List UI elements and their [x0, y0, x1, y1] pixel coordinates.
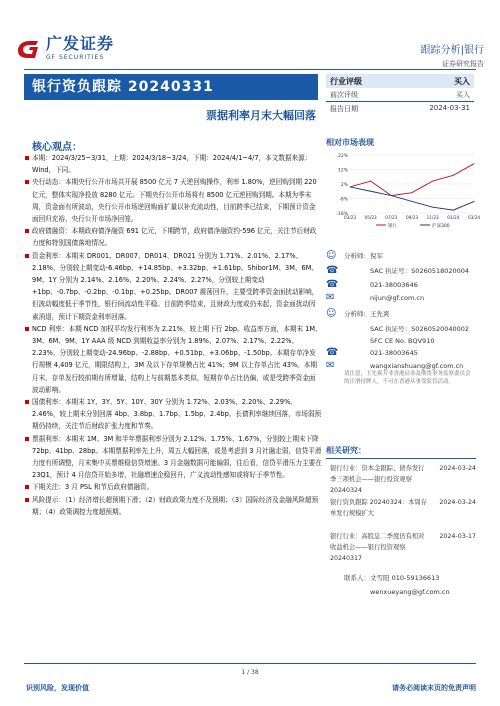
report-subtitle: 票据利率月末大幅回落 [206, 109, 316, 122]
rating-label: 行业评级 [330, 77, 362, 86]
series-point [370, 191, 371, 192]
x-tick-label: 09/23 [405, 215, 419, 220]
mail-icon: ✉ [326, 360, 335, 371]
bullet: 央行动态：本期央行公开市场共开展 8500 亿元 7 天逆回购操作，利率 1.80%，逆回购到期 220 亿元，整体实现净投放 8280 亿元。下期央行公开市场将有 8500 亿元逆回购到期。本期为季末周，资金面有所波动，央行公开市场逆回购面扩量以补充流动性，目前跨季已结束，下期预计资金面回归充裕，央行公开市场净回笼。 [24, 176, 322, 225]
series-point [432, 181, 433, 182]
x-tick-label: 03/24 [467, 215, 481, 220]
page-number: 1 / 38 [241, 669, 259, 676]
analyst-label: 分析师: [344, 252, 366, 260]
bullet: 票据利率：本期末 1M、3M 和半年票据利率分别为 2.12%、1.75%、1.67%，分别较上期末下降 72bp、41bp、28bp。本期票据利率先上升，周五大幅回落，或是考虑到 3 月社融走弱，信贷平滑力度有所调整，月末集中买票维稳信贷增速。3 月金融数据可能偏弱，往后看，信贷平滑压力主要在 23Q1，预计 4 月信贷开始多增，社融增速企稳回升，广义流动性感知或将好于季节性。 [24, 433, 322, 482]
analyst-value: SFC CE No. BQV910 [370, 337, 435, 345]
gf-logo-icon [16, 39, 42, 59]
footer-divider [24, 663, 476, 664]
logo-en: GF SECURITIES [46, 54, 105, 61]
x-tick-label: 05/23 [364, 215, 377, 220]
related-text: 银行行业：资本金跟踪、债券发行季三项机会——银行投资观察 20240324 [330, 465, 425, 494]
mail-icon: ✉ [326, 292, 335, 303]
x-tick-label: 03/23 [343, 215, 357, 220]
analyst-line [326, 250, 476, 262]
related-text: 银行行业：高股息二季度仍有相对收益机会——银行投资观察 20240317 [330, 533, 425, 562]
prev-rating-value: 买入 [456, 91, 470, 99]
y-tick-label: 22% [337, 154, 348, 159]
report-type: 证券研究报告 [442, 60, 484, 68]
logo-cn: 广发证券 [46, 34, 115, 53]
person-icon: ☺ [326, 308, 337, 319]
analyst-value: wangxianshuang@gf.com.cn [370, 362, 464, 370]
logo [16, 36, 114, 61]
analyst-line [326, 308, 476, 320]
report-section: 跟踪分析|银行 [420, 45, 484, 56]
prev-rating-label: 前次评级 [330, 91, 358, 99]
y-tick-label: -18% [336, 212, 348, 217]
related-date: 2024-03-24 [439, 499, 476, 506]
analyst-line [326, 335, 476, 347]
bullet: 资金利率：本期末 DR001、DR007、DR014、DR021 分别为 1.71%、2.01%、2.17%、2.18%，分别较上期变动-6.46bp、+14.85bp、+3.32bp、+1.61bp。Shibor1M、3M、6M、9M、1Y 分别为 2.14%、2.16%、2.20%、2.24%、2.27%，分别较上期变动+1bp、-0.7bp、-0.2bp、-0.1bp、+0.25bp。DR007 震荡回升，主要受跨季资金面扰动影响，但波动幅度低于季节性，银行间流动性平稳。目前跨季结束，且财政力度或仍未起，资金面扰动因素消退，预计下期资金利率回落。 [24, 250, 322, 323]
y-tick-label: 12% [337, 168, 348, 174]
series-point [474, 163, 475, 164]
bullet: 下期关注：3 月 PSL 和节后政府债融资。 [24, 481, 322, 493]
core-views-title: 核心观点： [32, 142, 82, 153]
phone-icon: ☎ [326, 265, 339, 276]
series-point [453, 175, 454, 176]
relative-performance-chart [330, 151, 481, 231]
footer-disclaimer: 请务必阅读末页的免责声明 [392, 684, 476, 692]
series-point [453, 210, 454, 211]
contact-line [344, 572, 439, 584]
related-item [330, 497, 430, 519]
bullet: 政府债融资：本期政府债净融资 691 亿元，下期跨节，政府债净融资约-596 亿元，关注节后财政力度和特别国债落地情况。 [24, 225, 322, 249]
related-date: 2024-03-24 [439, 465, 476, 472]
rating-value: 买入 [454, 77, 470, 86]
legend-label: 沪深300 [432, 224, 450, 229]
related-item [330, 463, 430, 496]
series-point [350, 187, 351, 188]
bullet: 国债利率：本期末 1Y、3Y、5Y、10Y、30Y 分别为 1.72%、2.03%、2.20%、2.29%、2.46%，较上期末分别回落 4bp、3.8bp、1.7bp、1.5bp、2.4bp。长债利率继续回落，市场弱预期仍持续，关注节后财政扩张力度和节奏。 [24, 396, 322, 433]
analyst-line [326, 279, 476, 291]
y-tick-label: 2% [340, 183, 348, 188]
bullet: NCD 利率：本期 NCD 加权平均发行利率为 2.21%，较上期下行 2bp。收益率方面，本期末 1M、3M、6M、9M、1Y AAA 级 NCD 到期收益率分别为 1.89%、2.07%、2.17%、2.22%、2.23%，分别较上期变动-24.96bp、-2.88bp、+0.51bp、+3.06bp、-1.50bp。本期存单净发行规模 4,409 亿元，期限结构上，3M 及以下存单规模占比 41%；9M 以上存单占比 43%。本期月末，存单发行较前期有所增量，结构上与前期基本类似，短期存单占比仍偏，或是受跨季资金面波动影响。 [24, 323, 322, 396]
analyst-line [326, 292, 476, 304]
footer-slogan: 识别风险，发现价值 [26, 684, 89, 692]
core-views-body [24, 152, 322, 518]
related-divider [326, 458, 476, 459]
report-title: 银行资负跟踪 20240331 [24, 74, 318, 100]
analyst-value: SAC 执证号：S0260520040002 [370, 325, 470, 333]
related-title: 相关研究： [326, 446, 366, 455]
phone-icon: ☎ [326, 347, 339, 358]
x-tick-label: 07/23 [385, 215, 398, 220]
person-icon: ☺ [326, 250, 337, 261]
related-item [330, 531, 430, 564]
y-tick-label: -8% [339, 197, 348, 203]
series-point [432, 207, 433, 208]
contact-label: 联系人： [344, 574, 370, 582]
series-point [412, 201, 413, 202]
series-point [391, 195, 392, 196]
analyst-line [326, 323, 476, 335]
header-divider [24, 69, 476, 70]
report-date-label: 报告日期 [330, 105, 358, 113]
header-right [421, 41, 484, 69]
series-point [412, 192, 413, 193]
series-point [370, 181, 371, 182]
related-text: 银行资负跟踪 20240324：本周存单发行规模扩大 [330, 499, 428, 517]
analyst-value: SAC 执证号：S0260518020004 [370, 267, 470, 275]
legend-label: 银行 [388, 224, 397, 229]
analyst-value: 王先爽 [370, 310, 390, 318]
analyst-line [326, 347, 476, 359]
chart-title: 相对市场表现 [326, 138, 374, 147]
x-tick-label: 11/23 [426, 215, 439, 220]
analyst-note: 请注意，王先爽并非香港证券及期货事务监察委员会的注册持牌人，不可在香港从事受监管活动。 [344, 371, 471, 385]
series-point [474, 201, 475, 202]
analyst-value: 021-38003646 [370, 281, 418, 289]
bullet: 风险提示：（1）经济增长超预期下滑；（2）财政政策力度不及预期；（3）国际经济及金融风险超预期；（4）政策调控力度超预期。 [24, 494, 322, 518]
bullet: 本期：2024/3/25~3/31，上期：2024/3/18~3/24，下期：2024/4/1~4/7，本文数据来源：Wind，下同。 [24, 152, 322, 176]
analyst-line [326, 265, 476, 277]
analyst-label: 分析师: [344, 310, 366, 318]
x-tick-label: 01/24 [447, 215, 460, 220]
phone-icon: ☎ [326, 279, 339, 290]
analyst-value: nijun@gf.com.cn [370, 294, 425, 302]
analyst-value: 021-38003645 [370, 349, 418, 357]
contact-email: wenxueyang@gf.com.cn [370, 588, 450, 596]
report-date-value: 2024-03-31 [429, 104, 470, 112]
analyst-value: 倪军 [370, 252, 383, 260]
rating-box [326, 74, 474, 116]
contact-value: 文雪阳 010-59136613 [370, 574, 440, 582]
related-date: 2024-03-17 [439, 533, 476, 540]
